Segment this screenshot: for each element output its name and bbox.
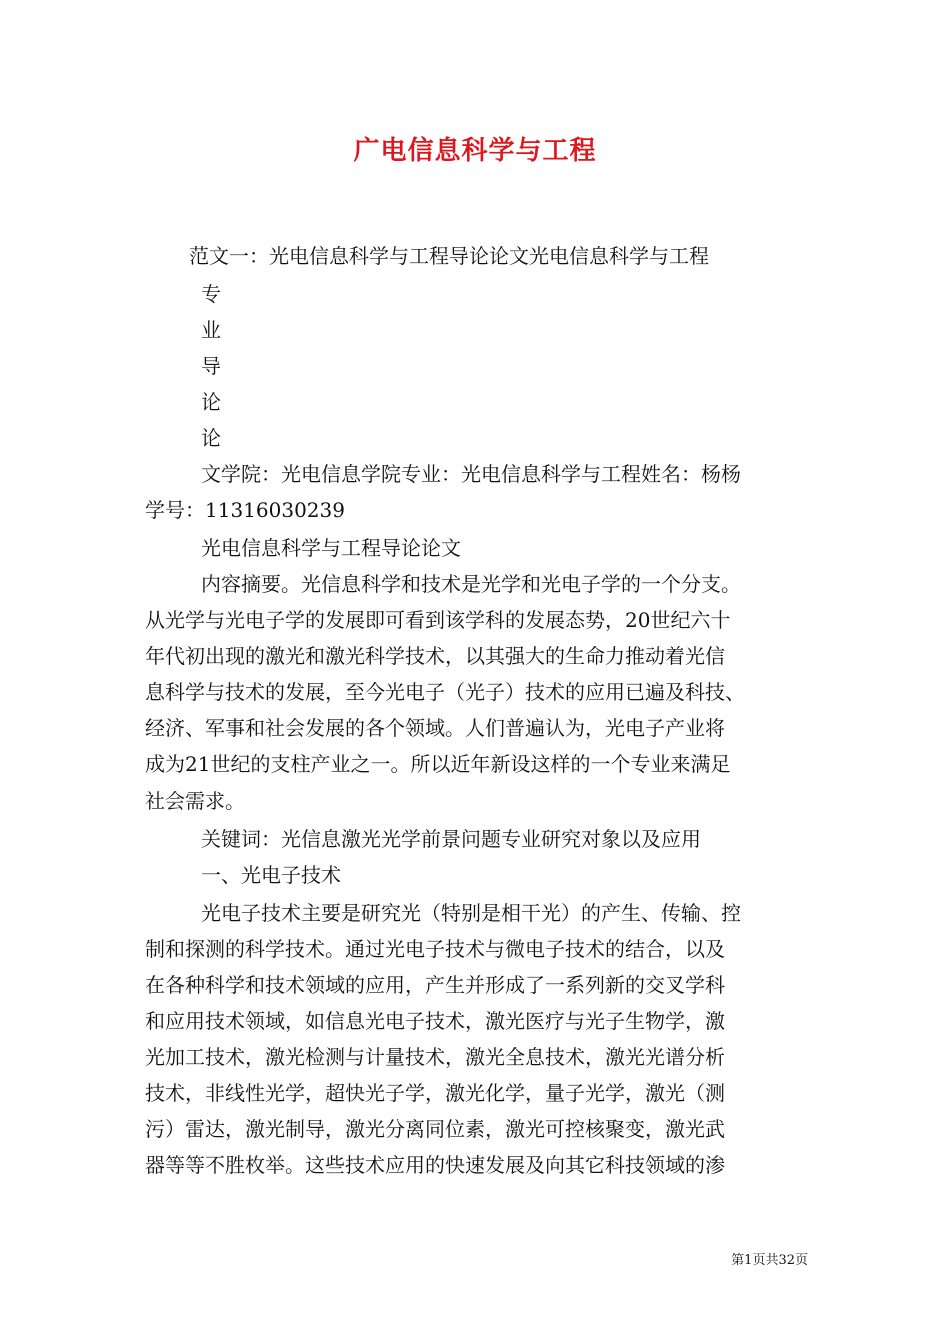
abstract-line: 内容摘要。光信息科学和技术是光学和光电子学的一个分支。 (201, 572, 741, 596)
vertical-char: 导 (201, 354, 221, 378)
body-line: 技术，非线性光学，超快光子学，激光化学，量子光学，激光（测 (145, 1081, 725, 1105)
page-footer: 第1页共32页 (731, 1253, 808, 1268)
body-line: 和应用技术领域，如信息光电子技术，激光医疗与光子生物学，激 (145, 1009, 725, 1033)
body-line: 光电子技术主要是研究光（特别是相干光）的产生、传输、控 (201, 901, 741, 925)
heading-line: 范文一：光电信息科学与工程导论论文光电信息科学与工程 (189, 244, 709, 268)
paper-title: 光电信息科学与工程导论论文 (201, 536, 461, 560)
body-line: 光加工技术，激光检测与计量技术，激光全息技术，激光光谱分析 (145, 1045, 725, 1069)
abstract-line: 息科学与技术的发展，至今光电子（光子）技术的应用已遍及科技、 (145, 680, 745, 704)
section-heading: 一、光电子技术 (201, 863, 341, 887)
abstract-line: 年代初出现的激光和激光科学技术，以其强大的生命力推动着光信 (145, 644, 725, 668)
body-line: 器等等不胜枚举。这些技术应用的快速发展及向其它科技领域的渗 (145, 1153, 725, 1177)
abstract-line: 成为21世纪的支柱产业之一。所以近年新设这样的一个专业来满足 (145, 752, 731, 776)
vertical-char: 专 (201, 282, 221, 306)
body-line: 制和探测的科学技术。通过光电子技术与微电子技术的结合，以及 (145, 937, 725, 961)
vertical-char: 论 (201, 426, 221, 450)
abstract-line: 从光学与光电子学的发展即可看到该学科的发展态势，20世纪六十 (145, 608, 731, 632)
keywords-line: 关键词：光信息激光光学前景问题专业研究对象以及应用 (201, 827, 701, 851)
document-title: 广电信息科学与工程 (353, 136, 597, 166)
author-line: 文学院：光电信息学院专业：光电信息科学与工程姓名：杨杨 (201, 462, 741, 486)
student-id-line: 学号：11316030239 (145, 498, 345, 522)
body-line: 污）雷达，激光制导，激光分离同位素，激光可控核聚变，激光武 (145, 1117, 725, 1141)
body-line: 在各种科学和技术领域的应用，产生并形成了一系列新的交叉学科 (145, 973, 725, 997)
abstract-line: 社会需求。 (145, 789, 245, 813)
vertical-char: 业 (201, 318, 221, 342)
vertical-char: 论 (201, 390, 221, 414)
abstract-line: 经济、军事和社会发展的各个领域。人们普遍认为，光电子产业将 (145, 716, 725, 740)
